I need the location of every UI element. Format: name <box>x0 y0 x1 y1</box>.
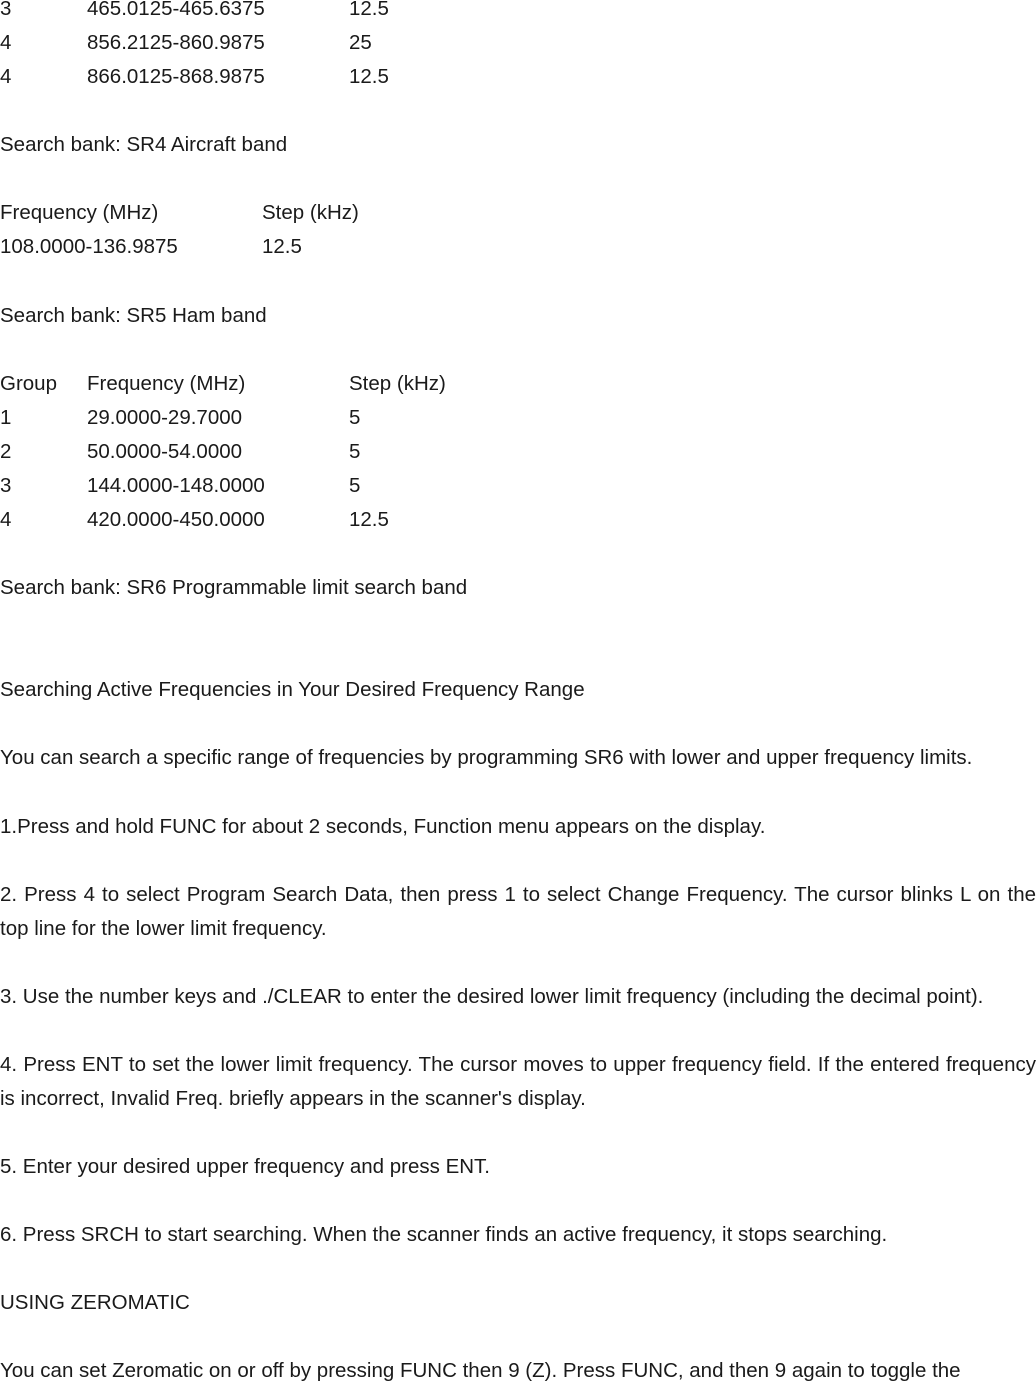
group-cell: 1 <box>0 406 12 429</box>
frequency-cell: 29.0000-29.7000 <box>87 406 243 429</box>
intro-paragraph: You can search a specific range of frequencies by programming SR6 with lower and upper frequency limits. <box>0 746 973 769</box>
step-6: 6. Press SRCH to start searching. When the scanner finds an active frequency, it stops searching. <box>0 1223 888 1246</box>
frequency-cell: 420.0000-450.0000 <box>87 508 265 531</box>
group-cell: 3 <box>0 0 12 20</box>
column-header-step: Step (kHz) <box>262 201 359 224</box>
column-header-step: Step (kHz) <box>349 372 446 395</box>
step-cell: 5 <box>349 406 361 429</box>
step-cell: 12.5 <box>349 508 389 531</box>
column-header-frequency: Frequency (MHz) <box>87 372 246 395</box>
step-3: 3. Use the number keys and ./CLEAR to enter the desired lower limit frequency (including the decimal point). <box>0 985 984 1008</box>
step-cell: 5 <box>349 474 361 497</box>
group-cell: 4 <box>0 508 12 531</box>
step-2: 2. Press 4 to select Program Search Data, then press 1 to select Change Frequency. The cursor blinks L on the top line for the lower limit frequency. <box>0 883 1036 940</box>
sr5-heading: Search bank: SR5 Ham band <box>0 304 267 327</box>
frequency-cell: 856.2125-860.9875 <box>87 31 265 54</box>
frequency-cell: 144.0000-148.0000 <box>87 474 265 497</box>
zeromatic-paragraph: You can set Zeromatic on or off by pressing FUNC then 9 (Z). Press FUNC, and then 9 again to toggle the <box>0 1359 961 1382</box>
column-header-group: Group <box>0 372 57 395</box>
frequency-cell: 108.0000-136.9875 <box>0 235 178 258</box>
zeromatic-title: USING ZEROMATIC <box>0 1291 190 1314</box>
step-cell: 25 <box>349 31 372 54</box>
step-5: 5. Enter your desired upper frequency and press ENT. <box>0 1155 490 1178</box>
sr6-heading: Search bank: SR6 Programmable limit search band <box>0 576 468 599</box>
frequency-cell: 866.0125-868.9875 <box>87 65 265 88</box>
frequency-cell: 50.0000-54.0000 <box>87 440 243 463</box>
step-cell: 5 <box>349 440 361 463</box>
column-header-frequency: Frequency (MHz) <box>0 201 159 224</box>
group-cell: 4 <box>0 65 12 88</box>
section-title: Searching Active Frequencies in Your Desired Frequency Range <box>0 678 585 701</box>
step-cell: 12.5 <box>262 235 302 258</box>
sr4-heading: Search bank: SR4 Aircraft band <box>0 133 288 156</box>
step-cell: 12.5 <box>349 0 389 20</box>
step-1: 1.Press and hold FUNC for about 2 seconds, Function menu appears on the display. <box>0 815 766 838</box>
group-cell: 3 <box>0 474 12 497</box>
step-cell: 12.5 <box>349 65 389 88</box>
group-cell: 2 <box>0 440 12 463</box>
group-cell: 4 <box>0 31 12 54</box>
frequency-cell: 465.0125-465.6375 <box>87 0 265 20</box>
step-4: 4. Press ENT to set the lower limit frequency. The cursor moves to upper frequency field. If the entered frequency is incorrect, Invalid Freq. briefly appears in the scanner's display. <box>0 1053 1036 1110</box>
